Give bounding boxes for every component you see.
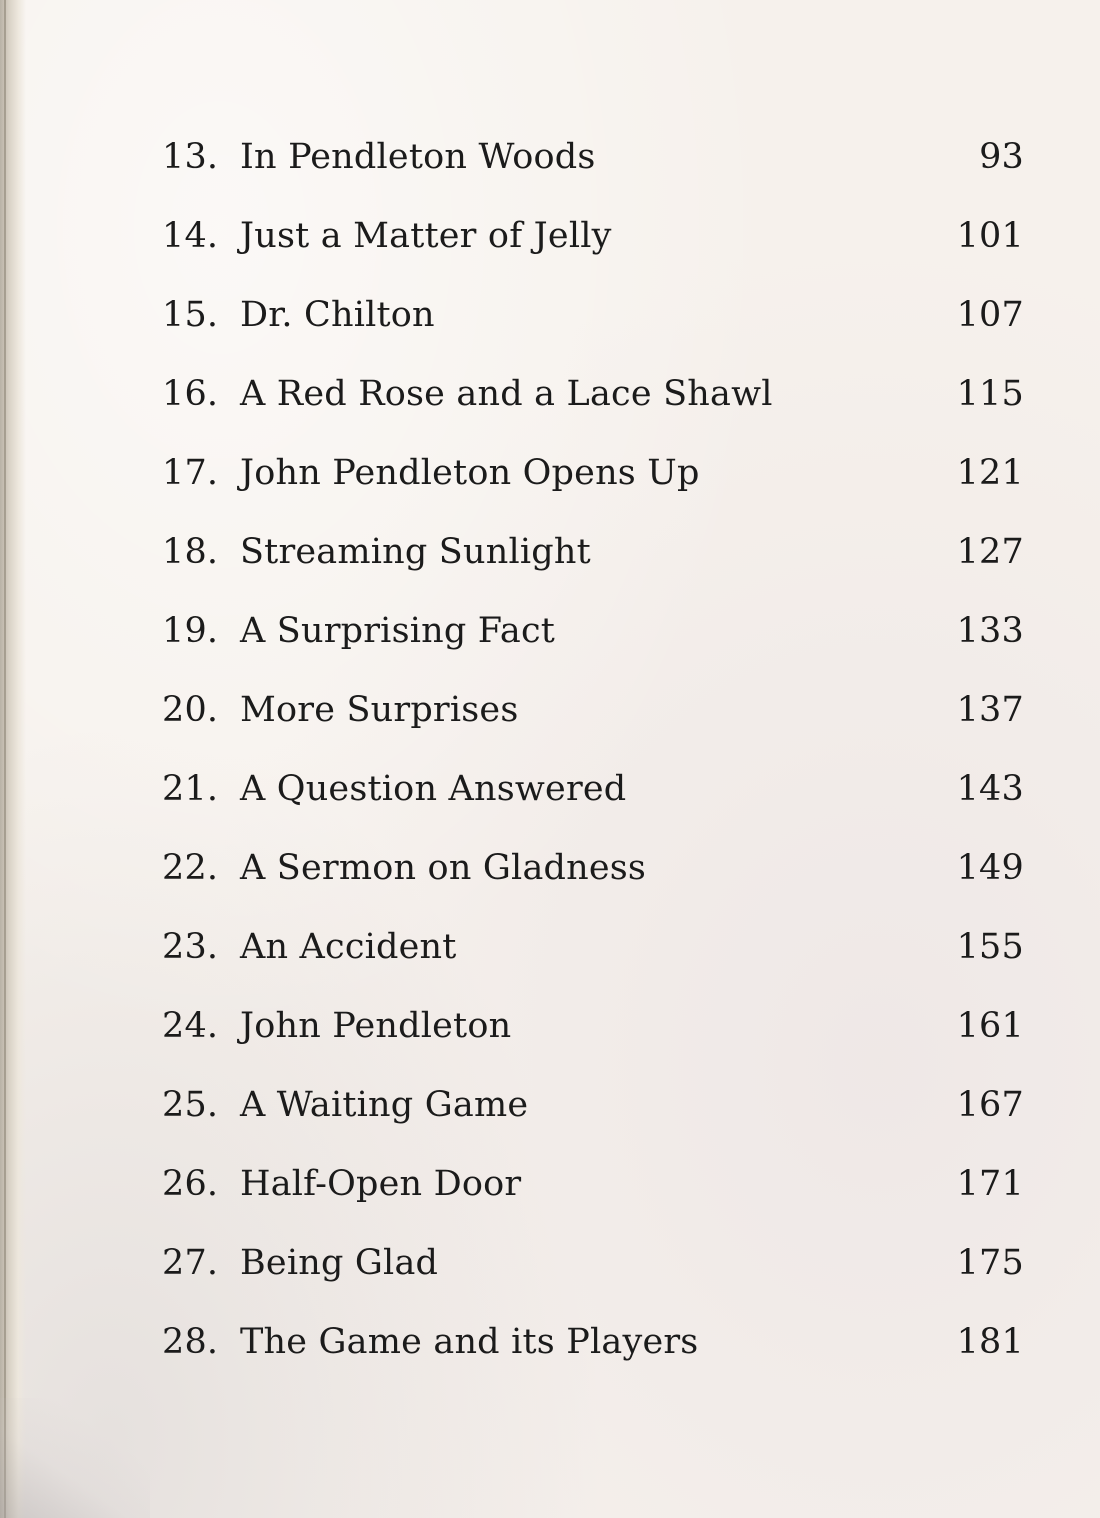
- chapter-number: 21.: [162, 769, 219, 809]
- chapter-page-number: 171: [956, 1164, 1024, 1204]
- toc-entry-18: [162, 513, 1024, 592]
- chapter-title: Streaming Sunlight: [240, 532, 591, 572]
- toc-entry-19: [162, 592, 1024, 671]
- toc-entry-14: [162, 197, 1024, 276]
- chapter-page-number: 93: [979, 137, 1024, 177]
- chapter-page-number: 143: [956, 769, 1024, 809]
- chapter-title: John Pendleton Opens Up: [240, 453, 700, 493]
- chapter-number: 13.: [162, 137, 219, 177]
- chapter-page-number: 175: [956, 1243, 1024, 1283]
- chapter-title: A Waiting Game: [240, 1085, 529, 1125]
- chapter-title: Being Glad: [240, 1243, 439, 1283]
- toc-entry-15: [162, 276, 1024, 355]
- toc-entry-13: [162, 118, 1024, 197]
- chapter-title: Dr. Chilton: [240, 295, 435, 335]
- toc-entry-28: [162, 1303, 1024, 1382]
- chapter-page-number: 127: [956, 532, 1024, 572]
- chapter-title: A Sermon on Gladness: [240, 848, 647, 888]
- chapter-number: 23.: [162, 927, 219, 967]
- chapter-page-number: 121: [956, 453, 1024, 493]
- chapter-title: An Accident: [240, 927, 457, 967]
- chapter-page-number: 161: [956, 1006, 1024, 1046]
- chapter-number: 24.: [162, 1006, 219, 1046]
- chapter-page-number: 115: [956, 374, 1024, 414]
- chapter-title: John Pendleton: [240, 1006, 512, 1046]
- chapter-title: In Pendleton Woods: [240, 137, 596, 177]
- toc-entry-25: [162, 1066, 1024, 1145]
- page-corner-wear: [0, 1398, 150, 1518]
- chapter-page-number: 133: [956, 611, 1024, 651]
- table-of-contents: [162, 118, 1024, 1382]
- toc-entry-24: [162, 987, 1024, 1066]
- chapter-page-number: 107: [956, 295, 1024, 335]
- chapter-number: 18.: [162, 532, 219, 572]
- chapter-number: 27.: [162, 1243, 219, 1283]
- toc-entry-23: [162, 908, 1024, 987]
- chapter-number: 20.: [162, 690, 219, 730]
- chapter-title: More Surprises: [240, 690, 519, 730]
- chapter-page-number: 155: [956, 927, 1024, 967]
- chapter-title: A Surprising Fact: [240, 611, 556, 651]
- chapter-page-number: 101: [956, 216, 1024, 256]
- chapter-page-number: 167: [956, 1085, 1024, 1125]
- chapter-page-number: 137: [956, 690, 1024, 730]
- toc-entry-26: [162, 1145, 1024, 1224]
- chapter-page-number: 149: [956, 848, 1024, 888]
- chapter-title: The Game and its Players: [240, 1322, 699, 1362]
- toc-entry-21: [162, 750, 1024, 829]
- chapter-number: 17.: [162, 453, 219, 493]
- chapter-number: 19.: [162, 611, 219, 651]
- chapter-title: A Red Rose and a Lace Shawl: [240, 374, 773, 414]
- chapter-number: 14.: [162, 216, 219, 256]
- chapter-number: 25.: [162, 1085, 219, 1125]
- toc-entry-27: [162, 1224, 1024, 1303]
- chapter-number: 16.: [162, 374, 219, 414]
- chapter-title: Half-Open Door: [240, 1164, 522, 1204]
- toc-entry-16: [162, 355, 1024, 434]
- page-binding-edge: [4, 0, 6, 1518]
- toc-entry-17: [162, 434, 1024, 513]
- toc-entry-22: [162, 829, 1024, 908]
- chapter-number: 22.: [162, 848, 219, 888]
- chapter-number: 26.: [162, 1164, 219, 1204]
- chapter-title: A Question Answered: [240, 769, 627, 809]
- chapter-title: Just a Matter of Jelly: [240, 216, 612, 256]
- chapter-number: 15.: [162, 295, 219, 335]
- chapter-number: 28.: [162, 1322, 219, 1362]
- chapter-page-number: 181: [956, 1322, 1024, 1362]
- toc-entry-20: [162, 671, 1024, 750]
